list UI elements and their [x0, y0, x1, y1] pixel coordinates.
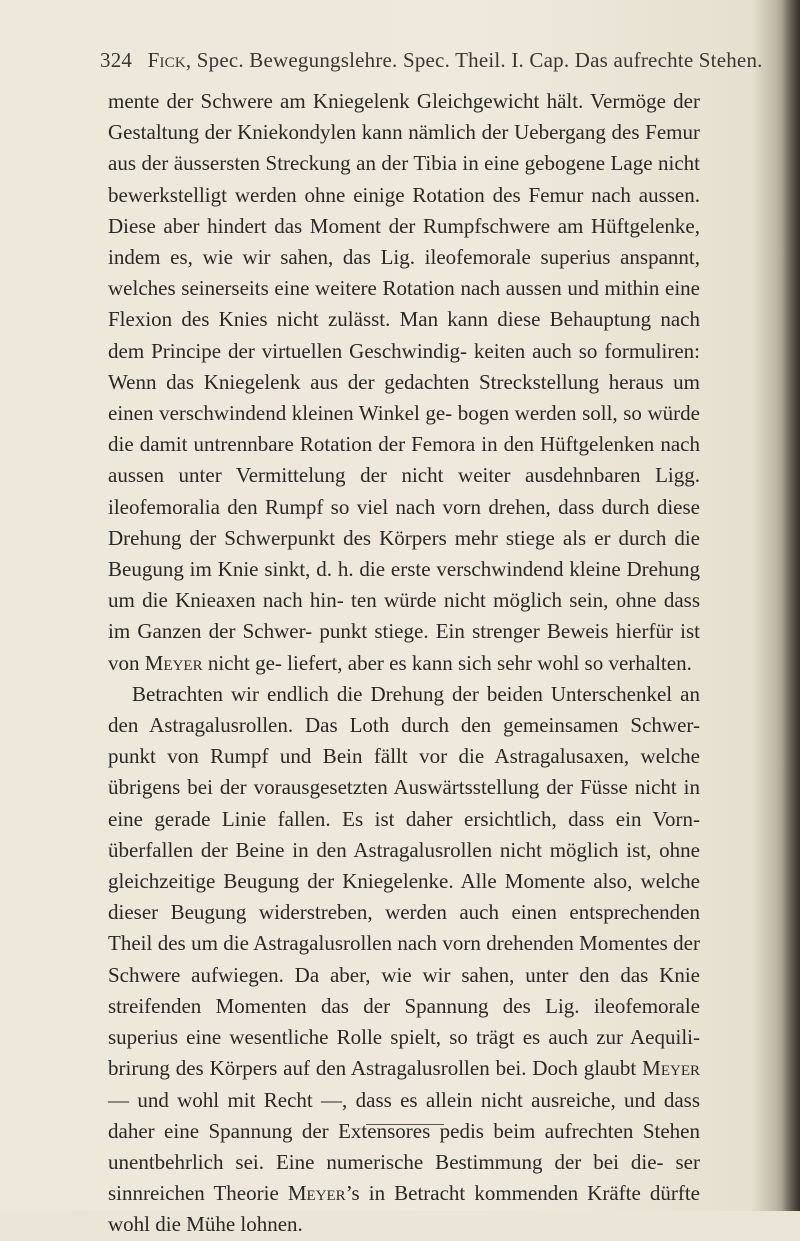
paragraph-2-text-a: Betrachten wir endlich die Drehung der beiden Unterschenkel an den Astragalusrollen. Das Loth durch den gemeinsamen Schwer- punkt von Rumpf und Bein fällt vor die Astragalusaxen, welche übrigens bei der vorausgesetzten Auswärtsstellung der Füsse nicht in eine gerade Linie fallen. Es ist daher ersichtlich, dass ein Vorn- überfallen der Beine in den Astragalusrollen nicht möglich ist, ohne gleichzeitige Beugung der Kniegelenke. Alle Momente also, welche dieser Beugung widerstreben, werden auch einen entsprechenden Theil des um die Astragalusrollen nach vorn drehenden Momentes der Schwere aufwiegen. Da aber, wie wir sahen, unter den das Knie streifenden Momenten das der Spannung des Lig. ileofemorale superius eine wesentliche Rolle spielt, so trägt es auch zur Aequili- brirung des Körpers auf den Astragalusrollen bei. Doch glaubt: [108, 681, 700, 1081]
author-name-meyer: Meyer: [287, 1181, 346, 1206]
author-name-meyer: Meyer: [144, 650, 203, 675]
header-title: Spec. Bewegungslehre. Spec. Theil. I. Cap. Das aufrechte Stehen.: [196, 48, 763, 72]
section-rule: [366, 1124, 444, 1125]
paragraph-1-text-a: mente der Schwere am Kniegelenk Gleichgewicht hält. Vermöge der Gestaltung der Kniekondylen kann nämlich der Uebergang des Femur aus der äussersten Streckung an der Tibia in eine gebogene Lage nicht bewerkstelligt werden ohne einige Rotation des Femur nach aussen. Diese aber hindert das Moment der Rumpfschwere am Hüftgelenke, indem es, wie wir sahen, das Lig. ileofemorale superius anspannt, welches seinerseits eine weitere Rotation nach aussen und mithin eine Flexion des Knies nicht zulässt. Man kann diese Behauptung nach dem Principe der virtuellen Geschwindig- keiten auch so formuliren: Wenn das Kniegelenk aus der gedachten Streckstellung heraus um einen verschwindend kleinen Winkel ge- bogen werden soll, so würde die damit untrennbare Rotation der Femora in den Hüftgelenken nach aussen unter Vermittelung der nicht weiter ausdehnbaren Ligg. ileofemoralia den Rumpf so viel nach vorn drehen, dass durch diese Drehung der Schwerpunkt des Körpers mehr stiege als er durch die Beugung im Knie sinkt, d. h. die erste verschwindend kleine Drehung um die Knieaxen nach hin- ten würde nicht möglich sein, ohne dass im Ganzen der Schwer- punkt stiege. Ein strenger Beweis hierfür ist von: [108, 89, 700, 675]
page-number: 324: [100, 48, 133, 72]
paragraph-2: [108, 679, 700, 1241]
paragraph-1-text-b: nicht ge- liefert, aber es kann sich sehr wohl so verhalten.: [207, 650, 692, 675]
paragraph-1: [108, 86, 700, 679]
body-text: [108, 86, 700, 1241]
paragraph-2-text-b: — und wohl mit Recht —, dass es allein nicht ausreiche, und dass daher eine Spannung der Extensores pedis beim aufrechten Stehen unentbehrlich sei. Eine numerische Bestimmung der bei die- ser sinnreichen Theorie: [108, 1087, 700, 1206]
author-name-meyer: Meyer: [642, 1056, 701, 1081]
header-author: Fick,: [147, 48, 192, 72]
running-header: [100, 48, 763, 73]
page-edge-shadow: [782, 0, 800, 1211]
paragraph-2-text-c: ’s in Betracht kommenden Kräfte dürfte wohl die Mühe lohnen.: [108, 1181, 701, 1237]
